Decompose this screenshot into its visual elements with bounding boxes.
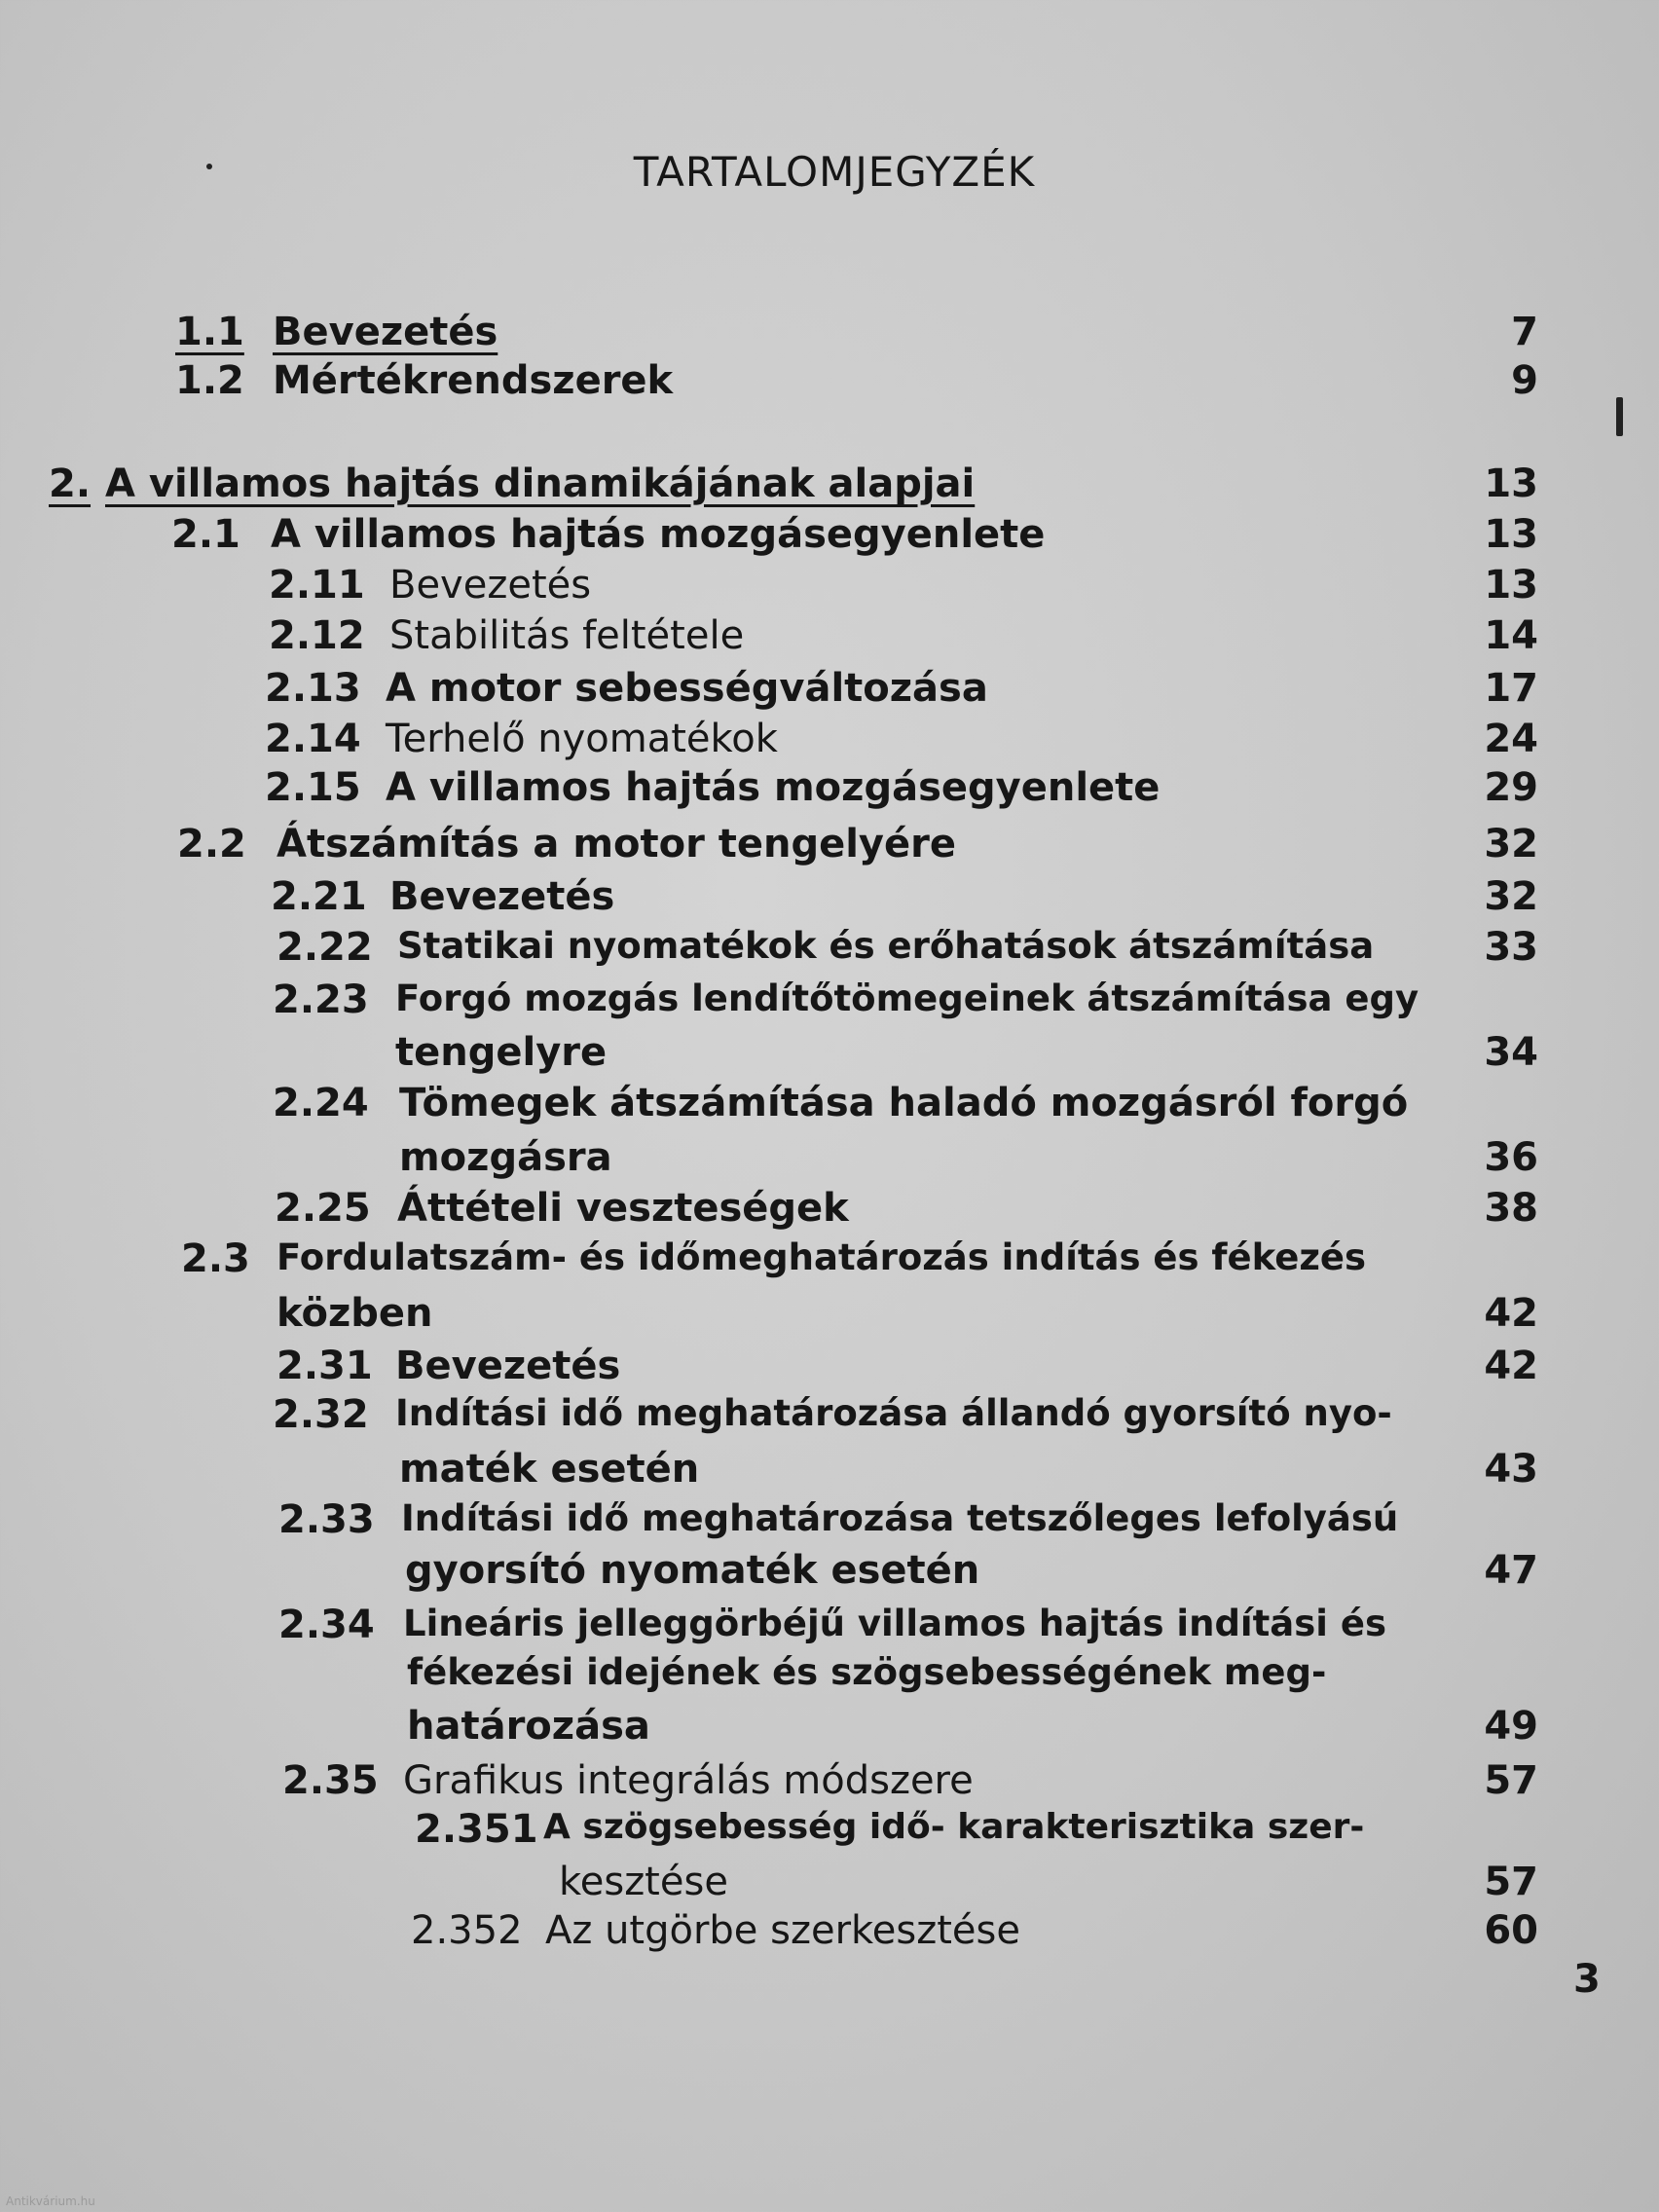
entry-number: 2.12 — [269, 613, 365, 658]
entry-page: 43 — [1484, 1447, 1538, 1492]
entry-title: A villamos hajtás mozgásegyenlete — [386, 765, 1161, 810]
watermark: Antikvárium.hu — [6, 2194, 95, 2208]
entry-number: 2.352 — [411, 1908, 523, 1953]
entry-title: Bevezetés — [395, 1344, 621, 1388]
entry-number: 2.31 — [276, 1344, 373, 1388]
entry-title-continuation: határozása — [407, 1704, 650, 1749]
entry-number: 2.13 — [265, 666, 361, 711]
entry-page: 42 — [1484, 1291, 1538, 1336]
entry-title: Mértékrendszerek — [273, 358, 674, 403]
entry-number: 2.35 — [282, 1758, 379, 1803]
entry-page: 32 — [1484, 822, 1538, 866]
entry-number: 2.3 — [181, 1236, 250, 1281]
entry-number: 2.33 — [278, 1497, 375, 1542]
entry-title-continuation: tengelyre — [395, 1030, 608, 1075]
scan-speck — [1616, 397, 1623, 436]
entry-page: 42 — [1484, 1344, 1538, 1388]
entry-page: 9 — [1511, 358, 1538, 403]
entry-title-continuation: maték esetén — [399, 1447, 700, 1492]
entry-number: 2.15 — [265, 765, 361, 810]
entry-page: 24 — [1484, 717, 1538, 761]
entry-page: 57 — [1484, 1860, 1538, 1904]
entry-title: Bevezetés — [389, 563, 592, 608]
entry-title: Tömegek átszámítása haladó mozgásról forgó — [399, 1081, 1409, 1125]
entry-title-continuation: mozgásra — [399, 1135, 612, 1180]
entry-number: 2.22 — [276, 925, 373, 970]
entry-page: 36 — [1484, 1135, 1538, 1180]
entry-number: 2.14 — [265, 717, 361, 761]
entry-page: 38 — [1484, 1186, 1538, 1231]
entry-number: 2.32 — [273, 1392, 369, 1437]
entry-number: 1.1 — [175, 310, 244, 354]
entry-number: 2.11 — [269, 563, 365, 608]
entry-title: A villamos hajtás dinamikájának alapjai — [105, 461, 976, 506]
entry-number: 2.34 — [278, 1603, 375, 1647]
entry-page: 49 — [1484, 1704, 1538, 1749]
entry-title: Lineáris jelleggörbéjű villamos hajtás indítási és — [403, 1603, 1386, 1644]
scan-speck — [206, 164, 212, 169]
entry-number: 2.1 — [171, 512, 240, 557]
entry-title: Bevezetés — [273, 310, 498, 354]
entry-title: Stabilitás feltétele — [389, 613, 745, 658]
entry-page: 13 — [1484, 512, 1538, 557]
entry-title: A motor sebességváltozása — [386, 666, 988, 711]
entry-page: 47 — [1484, 1548, 1538, 1593]
entry-title-continuation: közben — [276, 1291, 433, 1336]
entry-title: Áttételi veszteségek — [397, 1186, 849, 1231]
entry-page: 17 — [1484, 666, 1538, 711]
entry-page: 34 — [1484, 1030, 1538, 1075]
entry-title: A villamos hajtás mozgásegyenlete — [271, 512, 1046, 557]
entry-page: 57 — [1484, 1758, 1538, 1803]
entry-page: 33 — [1484, 925, 1538, 970]
entry-title: Bevezetés — [389, 874, 615, 919]
entry-title: Indítási idő meghatározása tetszőleges lefolyású — [401, 1497, 1399, 1539]
entry-title-continuation: gyorsító nyomaték esetén — [405, 1548, 980, 1593]
entry-title: Statikai nyomatékok és erőhatások átszámítása — [397, 925, 1375, 967]
page-title: TARTALOMJEGYZÉK — [633, 148, 1036, 196]
entry-page: 29 — [1484, 765, 1538, 810]
page-number: 3 — [1573, 1957, 1601, 2002]
entry-title: Átszámítás a motor tengelyére — [276, 822, 956, 866]
entry-title-continuation: kesztése — [559, 1860, 728, 1904]
entry-number: 2.25 — [275, 1186, 371, 1231]
entry-page: 13 — [1484, 563, 1538, 608]
entry-page: 32 — [1484, 874, 1538, 919]
entry-page: 7 — [1511, 310, 1538, 354]
entry-title: Grafikus integrálás módszere — [403, 1758, 974, 1803]
entry-number: 2.24 — [273, 1081, 369, 1125]
entry-title: Fordulatszám- és időmeghatározás indítás és fékezés — [276, 1236, 1366, 1278]
entry-title: A szögsebesség idő- karakterisztika szer- — [543, 1807, 1365, 1847]
entry-title: Forgó mozgás lendítőtömegeinek átszámítása egy — [395, 977, 1419, 1019]
entry-title: Az utgörbe szerkesztése — [545, 1908, 1020, 1953]
entry-number: 2.2 — [177, 822, 246, 866]
entry-title: Terhelő nyomatékok — [386, 717, 778, 761]
entry-page: 13 — [1484, 461, 1538, 506]
entry-page: 14 — [1484, 613, 1538, 658]
entry-number: 2.21 — [271, 874, 367, 919]
entry-number: 2.23 — [273, 977, 369, 1022]
entry-title-continuation: fékezési idejének és szögsebességének meg- — [407, 1651, 1327, 1693]
entry-page: 60 — [1484, 1908, 1538, 1953]
entry-number: 2.351 — [415, 1807, 538, 1852]
entry-number: 2. — [49, 461, 92, 506]
entry-number: 1.2 — [175, 358, 244, 403]
entry-title: Indítási idő meghatározása állandó gyorsító nyo- — [395, 1392, 1392, 1434]
